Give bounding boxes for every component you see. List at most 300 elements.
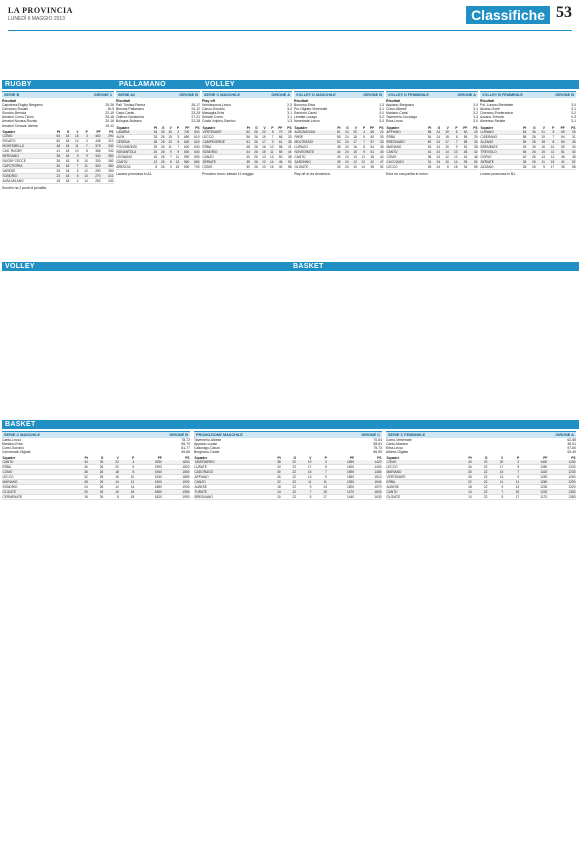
table-cell: 1480	[355, 470, 382, 475]
match-score: 3-1	[379, 107, 384, 112]
match-score: 26-17	[191, 103, 200, 108]
table-cell: 24	[341, 154, 349, 159]
standings-table	[294, 126, 384, 170]
table-cell: 2	[172, 130, 179, 135]
table-cell: CUCCIAGO	[386, 159, 423, 164]
table-cell: 13	[312, 485, 327, 490]
match-score: 20-18	[105, 115, 114, 120]
table-cell: 64	[555, 134, 565, 139]
table-cell: 34	[456, 465, 472, 470]
result-row	[2, 124, 114, 128]
table-cell: 64	[51, 134, 60, 139]
table-cell: 5	[449, 130, 458, 135]
table-row	[194, 495, 382, 500]
group-header	[2, 431, 190, 438]
standings-header-cell: PF	[157, 456, 162, 461]
table-cell: 11	[297, 480, 312, 485]
match-name: Verolanuova-Lecco	[202, 103, 232, 108]
table-cell: 4	[357, 130, 365, 135]
table-cell: 58	[565, 164, 576, 169]
table-cell: 15	[172, 164, 179, 169]
match-score: 20-16	[105, 119, 114, 124]
table-cell: 10	[266, 144, 274, 149]
table-cell: 17	[488, 465, 504, 470]
table-cell: 250	[88, 178, 101, 183]
table-cell: 3	[172, 134, 179, 139]
table-cell: 66	[274, 134, 283, 139]
standings-header-cell: Pt	[246, 125, 250, 130]
table-cell: 35	[333, 159, 341, 164]
standings-note: Sondrio ha 2 punti di penalità.	[2, 185, 47, 190]
table-cell: 35	[242, 159, 250, 164]
table-cell: 24	[341, 149, 349, 154]
table-cell: 14	[79, 178, 88, 183]
standings-header-cell: G	[484, 456, 488, 461]
table-cell: 15	[312, 490, 327, 495]
table-cell: 35	[555, 164, 565, 169]
table-cell: 11	[79, 163, 88, 168]
table-cell: 40	[73, 465, 88, 470]
issue-date: LUNEDÌ 6 MAGGIO 2013	[8, 16, 65, 22]
table-cell: VARESE	[2, 168, 51, 173]
table-cell: 46	[365, 154, 374, 159]
standings-column	[2, 431, 190, 581]
match-score: 3-0	[571, 103, 576, 108]
match-score: 3-1	[287, 115, 292, 120]
table-cell: 1290	[548, 480, 576, 485]
table-cell: 28	[73, 480, 88, 485]
table-cell: 13	[297, 475, 312, 480]
match-score: 3-0	[379, 119, 384, 124]
table-cell: SARONNO	[294, 159, 333, 164]
result-row	[194, 450, 382, 454]
table-cell: 1820	[135, 495, 163, 500]
match-name: Pro Olgiate-Vimercate	[294, 107, 328, 112]
group-title: SERIE C MASCHILE	[4, 433, 41, 437]
table-row	[294, 149, 384, 154]
table-cell: 52	[458, 144, 468, 149]
table-cell: 8	[545, 139, 554, 144]
table-cell: ERBA	[202, 144, 242, 149]
match-name: Tavernerio-Albese	[194, 438, 222, 442]
group-header	[194, 431, 382, 438]
table-cell: 52	[333, 139, 341, 144]
table-cell: 25	[468, 130, 478, 135]
table-cell: 366	[88, 148, 101, 153]
table-cell: POGGIBONSI	[116, 144, 150, 149]
standings-table	[194, 456, 382, 500]
table-cell: LEGNANO	[116, 154, 150, 159]
table-cell: 26	[88, 475, 103, 480]
table-cell: 26	[88, 465, 103, 470]
table-cell: 17	[349, 139, 357, 144]
table-cell: 40	[242, 154, 250, 159]
table-cell: 17	[545, 164, 554, 169]
table-cell: 640	[180, 139, 190, 144]
table-row	[294, 159, 384, 164]
table-cell: MOLTRASIO	[294, 139, 333, 144]
table-cell: 11	[172, 154, 179, 159]
table-cell: 24	[432, 130, 441, 135]
table-cell: 680	[190, 159, 200, 164]
table-cell: 530	[180, 164, 190, 169]
standings-header-cell: V	[169, 125, 172, 130]
table-cell: 58	[283, 164, 292, 169]
table-cell: 24	[341, 159, 349, 164]
table-row	[116, 164, 200, 169]
table-cell: 14	[119, 485, 134, 490]
table-cell: 16	[104, 475, 119, 480]
table-cell: 12	[349, 159, 357, 164]
table-cell: SONDRIO	[2, 485, 73, 490]
table-cell: 48	[242, 144, 250, 149]
standings-table	[202, 126, 292, 170]
header-rule	[8, 30, 572, 31]
table-cell: 34	[458, 164, 468, 169]
table-cell: 18	[61, 134, 70, 139]
table-cell: 6	[357, 134, 365, 139]
table-cell: 3	[165, 164, 172, 169]
table-cell: 26	[266, 475, 281, 480]
table-cell: 15	[258, 149, 266, 154]
table-cell: MONTEBELLO	[2, 143, 51, 148]
table-cell: 22	[281, 470, 296, 475]
table-cell: 22	[281, 465, 296, 470]
standings-header-cell: Squadre	[386, 456, 400, 461]
match-name: Pol. Lurano-Brembate	[480, 103, 514, 108]
match-score: 15-12	[105, 123, 114, 128]
table-cell: 46	[555, 154, 565, 159]
band-rugby: RUGBY	[2, 80, 117, 89]
table-cell: CAS. RUGBY	[2, 148, 51, 153]
table-cell: 22	[472, 495, 488, 500]
table-cell: 48	[283, 154, 292, 159]
table-cell: LURATE	[194, 465, 266, 470]
table-cell: 22	[281, 490, 296, 495]
table-cell: 1170	[520, 495, 548, 500]
table-cell: 630	[190, 144, 200, 149]
table-cell: 18	[349, 134, 357, 139]
match-name: Bregnano-Turate	[194, 450, 220, 455]
table-cell: 1650	[327, 460, 354, 465]
table-cell: 1450	[355, 465, 382, 470]
standings-header-cell: PS	[379, 125, 384, 130]
table-cell: 13	[172, 159, 179, 164]
match-name: Como-Albese	[386, 107, 407, 112]
table-cell: 12	[449, 154, 458, 159]
standings-header-cell: V	[116, 456, 119, 461]
table-cell: 340	[88, 153, 101, 158]
table-cell: 4	[119, 460, 134, 465]
table-cell: 43	[458, 154, 468, 159]
table-cell: 36	[73, 470, 88, 475]
standings-column	[386, 91, 478, 256]
table-row	[294, 139, 384, 144]
table-cell: BRESCIA	[116, 164, 150, 169]
table-cell: 9	[449, 144, 458, 149]
standings-header-cell: PF	[560, 125, 565, 130]
table-cell: 12	[104, 485, 119, 490]
standings-table	[2, 130, 114, 184]
table-cell: 24	[432, 154, 441, 159]
table-cell: 1850	[162, 470, 190, 475]
table-cell: 4	[70, 178, 79, 183]
standings-header-cell: V	[309, 456, 312, 461]
table-cell: 55	[333, 134, 341, 139]
table-cell: 13	[349, 154, 357, 159]
table-cell: 5	[312, 465, 327, 470]
match-name: Azzano-Treviolo	[480, 115, 505, 120]
table-cell: 42	[365, 159, 374, 164]
table-cell: 17	[258, 139, 266, 144]
match-score: 16-9	[107, 107, 114, 112]
table-cell: 52	[375, 164, 384, 169]
table-cell: VERTEMATE	[386, 475, 456, 480]
table-cell: 640	[190, 149, 200, 154]
table-cell: 38	[468, 144, 478, 149]
table-cell: 22	[104, 460, 119, 465]
standings-header-cell: PS	[473, 125, 478, 130]
table-cell: 57	[365, 139, 374, 144]
group-title: SERIE C MASCHILE	[204, 93, 241, 97]
table-cell: 7	[312, 470, 327, 475]
match-name: Bologna-Bolzano	[116, 119, 142, 124]
standings-header-cell: V	[354, 125, 357, 130]
newspaper-name: LA PROVINCIA	[8, 6, 73, 15]
table-cell: ALPA	[116, 134, 150, 139]
standings-header-cell: PF	[96, 129, 101, 134]
group-name: GIRONE B	[363, 93, 382, 97]
band-volley: VOLLEY	[202, 80, 579, 89]
table-cell: 22	[472, 475, 488, 480]
table-cell: 24	[341, 139, 349, 144]
table-cell: 1230	[520, 485, 548, 490]
standings-column	[480, 91, 576, 256]
table-cell: 1820	[162, 465, 190, 470]
table-cell: 47	[375, 159, 384, 164]
table-cell: 1960	[162, 490, 190, 495]
table-cell: 16	[165, 130, 172, 135]
match-name: Tavernerio-Cucciago	[386, 115, 418, 120]
table-cell: 430	[101, 178, 114, 183]
table-cell: 36	[51, 158, 60, 163]
table-row	[202, 159, 292, 164]
table-cell: 13	[488, 475, 504, 480]
table-cell: SONDRIO	[2, 173, 51, 178]
table-cell: 10	[545, 144, 554, 149]
table-cell: 5	[504, 465, 520, 470]
standings-header-cell: PF	[350, 456, 355, 461]
table-cell: 300	[88, 163, 101, 168]
standings-header-cell: Pt	[154, 125, 158, 130]
table-cell: 1590	[327, 470, 354, 475]
table-cell: 26	[250, 164, 258, 169]
table-cell: 1500	[327, 485, 354, 490]
standings-header-cell: Pt	[56, 129, 61, 134]
table-cell: 21	[536, 130, 545, 135]
table-cell: 7	[545, 134, 554, 139]
table-cell: 11	[504, 480, 520, 485]
standings-header-cell: PF	[185, 125, 190, 130]
masthead	[8, 4, 572, 30]
standings-column	[386, 431, 576, 581]
table-cell: 26	[527, 134, 536, 139]
table-cell: ALBA MILANO	[2, 178, 51, 183]
table-cell: 16	[119, 490, 134, 495]
table-cell: 5	[70, 173, 79, 178]
table-row	[386, 495, 576, 500]
table-cell: 12	[119, 480, 134, 485]
match-score: 29-26	[105, 103, 114, 108]
table-cell: 11	[536, 159, 545, 164]
standings-header-cell: G	[437, 125, 441, 130]
results-label: Risultati	[294, 99, 309, 103]
table-cell: 26	[250, 130, 258, 135]
result-row	[480, 119, 576, 123]
standings-header-cell: PS	[377, 456, 382, 461]
standings-column	[294, 91, 384, 256]
table-cell: CANZO	[194, 480, 266, 485]
table-row	[294, 130, 384, 135]
table-cell: 45	[423, 144, 432, 149]
table-cell: 330	[101, 143, 114, 148]
table-cell: 590	[180, 154, 190, 159]
table-cell: 12	[357, 159, 365, 164]
table-cell: 29	[468, 134, 478, 139]
table-cell: 24	[341, 134, 349, 139]
table-cell: 22	[266, 480, 281, 485]
table-cell: CANZO	[202, 154, 242, 159]
table-cell: OLGIATE	[294, 164, 333, 169]
table-cell: 340	[101, 148, 114, 153]
match-name: Novedrate-Lecco	[294, 119, 320, 124]
table-cell: 1150	[548, 460, 576, 465]
standings-table	[116, 126, 200, 170]
table-cell: 3	[312, 460, 327, 465]
match-name: Pall. Tonisia-Parma	[116, 103, 146, 108]
table-cell: 15	[165, 134, 172, 139]
table-cell: 24	[73, 485, 88, 490]
results-label: Risultati	[2, 99, 17, 103]
table-cell: ALBOSAGGIA	[294, 130, 333, 135]
table-cell: 1200	[520, 490, 548, 495]
table-cell: 46	[468, 154, 478, 159]
table-cell: 20	[104, 465, 119, 470]
table-cell: PARE	[294, 134, 333, 139]
table-cell: BREMBATE	[480, 144, 518, 149]
group-header	[480, 91, 576, 98]
standings-header-cell: G	[100, 456, 104, 461]
standings-header-cell: G	[162, 125, 165, 130]
table-cell: 7	[357, 139, 365, 144]
table-cell: 1530	[327, 480, 354, 485]
table-cell: 24	[341, 130, 349, 135]
table-cell: ALBESE	[386, 485, 456, 490]
group-header	[294, 91, 384, 98]
table-cell: 10	[70, 148, 79, 153]
table-cell: 28	[283, 130, 292, 135]
table-cell: 5	[488, 495, 504, 500]
match-name: Mariano-Cantù	[386, 111, 409, 116]
table-cell: 1320	[520, 470, 548, 475]
table-cell: 24	[341, 164, 349, 169]
table-cell: 52	[283, 159, 292, 164]
table-cell: 22	[375, 130, 384, 135]
standings-table	[480, 126, 576, 170]
table-cell: 22	[281, 480, 296, 485]
standings-table	[386, 126, 478, 170]
match-name: Appiano-Lurate	[194, 442, 218, 447]
table-cell: 14	[441, 149, 450, 154]
table-cell: 26	[250, 139, 258, 144]
table-cell: 13	[545, 154, 554, 159]
table-cell: 11	[266, 149, 274, 154]
table-cell: 1990	[135, 465, 163, 470]
table-cell: 18	[456, 485, 472, 490]
table-row	[2, 153, 114, 158]
match-score: 1-3	[379, 103, 384, 108]
table-row	[2, 158, 114, 163]
standings-header-cell: G	[293, 456, 297, 461]
group-title: VOLLEY B FEMMINILE	[482, 93, 523, 97]
table-cell: 18	[441, 134, 450, 139]
table-cell: 11	[545, 149, 554, 154]
table-cell: 560	[180, 159, 190, 164]
match-score: 78-72	[181, 438, 190, 442]
table-cell: 60	[242, 130, 250, 135]
table-cell: APPIANO	[194, 475, 266, 480]
table-cell: 70	[274, 130, 283, 135]
standings-header-cell: Squadre	[116, 125, 130, 130]
table-cell: 55	[555, 144, 565, 149]
table-cell: 23	[51, 173, 60, 178]
table-cell: 26	[527, 164, 536, 169]
table-cell: 14	[449, 159, 458, 164]
table-cell: 5	[172, 139, 179, 144]
match-name: Oderzo-Nonantola	[116, 115, 144, 120]
table-cell: COMO	[386, 154, 423, 159]
table-cell: 10	[266, 495, 281, 500]
table-cell: 17	[297, 465, 312, 470]
table-cell: 8	[104, 495, 119, 500]
table-row	[2, 163, 114, 168]
table-cell: 60	[51, 138, 60, 143]
table-row	[294, 144, 384, 149]
standings-header-cell: PF	[278, 125, 283, 130]
standings-header-cell: G	[346, 125, 349, 130]
match-name: Costa Volpino-Sarnico	[202, 119, 236, 124]
table-cell: 650	[190, 154, 200, 159]
table-cell: 5	[165, 159, 172, 164]
table-cell: 10	[258, 164, 266, 169]
match-score: 3-2	[379, 115, 384, 120]
standings-header-cell: Squadre	[2, 456, 16, 461]
table-cell: 15	[536, 149, 545, 154]
table-cell: 1320	[548, 485, 576, 490]
table-cell: 1290	[520, 475, 548, 480]
standings-header-cell: G	[533, 125, 536, 130]
table-cell: 13	[79, 173, 88, 178]
result-row	[386, 119, 478, 123]
table-cell: SERIATE	[480, 159, 518, 164]
table-cell: ALZANO	[480, 139, 518, 144]
table-cell: 1960	[135, 470, 163, 475]
table-cell: 41	[423, 149, 432, 154]
table-cell: 22	[472, 470, 488, 475]
match-name: Amatori Cenova-Varese	[2, 123, 38, 128]
table-cell: 30	[242, 164, 250, 169]
table-cell: 380	[101, 163, 114, 168]
